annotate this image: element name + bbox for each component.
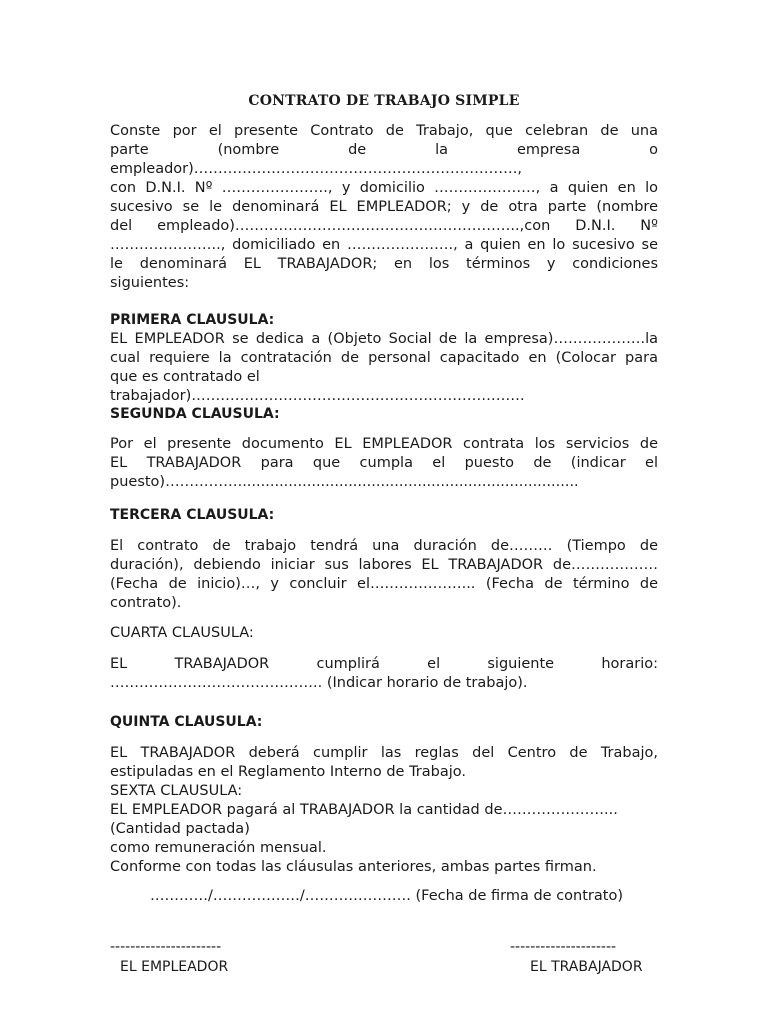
intro-line: siguientes: [110,275,190,291]
intro-line: empleador)…………………………………………………………., [110,161,522,177]
intro-line: con D.N.I. Nº …………………., y domicilio …………………, a quien en lo [110,180,658,196]
clause-line: El contrato de trabajo tendrá una duración de……… (Tiempo de [110,538,658,554]
intro-paragraph [110,122,658,293]
clause-line: cual requiere la contratación de personal capacitado en (Colocar para [110,350,658,366]
clause-heading: CUARTA CLAUSULA: [110,625,254,641]
clause-line: puesto)…………….......................................................................... [110,474,579,490]
clause-line: estipuladas en el Reglamento Interno de Trabajo. [110,764,466,780]
clause-heading: TERCERA CLAUSULA: [110,507,275,523]
clause-line: Conforme con todas las cláusulas anteriores, ambas partes firman. [110,859,597,875]
intro-line: del empleado)…………………………………………………..,con D.N.I. Nº [110,218,658,234]
clause-segunda-body [110,435,658,492]
intro-line: parte (nombre de la empresa o [110,142,658,158]
clause-heading: SEGUNDA CLAUSULA: [110,406,280,422]
clause-primera [110,311,658,406]
intro-line: ………………….., domiciliado en …………………., a quien en lo sucesivo se [110,237,658,253]
clause-heading: PRIMERA CLAUSULA: [110,312,275,328]
clause-cuarta-body [110,655,658,693]
clause-heading: QUINTA CLAUSULA: [110,714,263,730]
clause-quinta-body [110,744,658,877]
clause-line: (Cantidad pactada) [110,821,250,837]
signature-date-line: …………/………………/…………………. (Fecha de firma de contrato) [150,888,623,904]
clause-cuarta [110,624,658,643]
clause-line: EL TRABAJADOR para que cumpla el puesto de (indicar el [110,455,658,471]
intro-line: sucesivo se le denominará EL EMPLEADOR; y de otra parte (nombre [110,199,658,215]
intro-line: Conste por el presente Contrato de Trabajo, que celebran de una [110,123,658,139]
clause-line: EL TRABAJADOR deberá cumplir las reglas del Centro de Trabajo, [110,745,658,761]
clause-line: (Fecha de inicio)…, y concluir el….……………... (Fecha de término de [110,576,658,592]
clause-tercera-body [110,537,658,613]
clause-line: EL EMPLEADOR se dedica a (Objeto Social de la empresa)……………….la [110,331,658,347]
clause-line: EL TRABAJADOR cumplirá el siguiente horario: [110,656,658,672]
clause-line: Por el presente documento EL EMPLEADOR contrata los servicios de [110,436,658,452]
worker-signature-line: --------------------- [510,939,617,955]
intro-line: le denominará EL TRABAJADOR; en los términos y condiciones [110,256,658,272]
clause-tercera [110,506,658,525]
clause-line: que es contratado el trabajador)…………………………………………………………… [110,369,525,404]
employer-signature-label: EL EMPLEADOR [120,959,229,975]
clause-line: contrato). [110,595,182,611]
clause-line: duración), debiendo iniciar sus labores EL TRABAJADOR de……………… [110,557,658,573]
worker-signature-label: EL TRABAJADOR [530,959,643,975]
clause-line: …………………………………….. (Indicar horario de trabajo). [110,675,528,691]
employer-signature-line: ---------------------- [110,939,222,955]
clause-heading-sexta: SEXTA CLAUSULA: [110,783,243,799]
clause-segunda [110,405,658,424]
clause-quinta [110,713,658,732]
clause-line: EL EMPLEADOR pagará al TRABAJADOR la cantidad de…………………... [110,802,618,818]
clause-line: como remuneración mensual. [110,840,327,856]
document-title: CONTRATO DE TRABAJO SIMPLE [248,93,520,109]
